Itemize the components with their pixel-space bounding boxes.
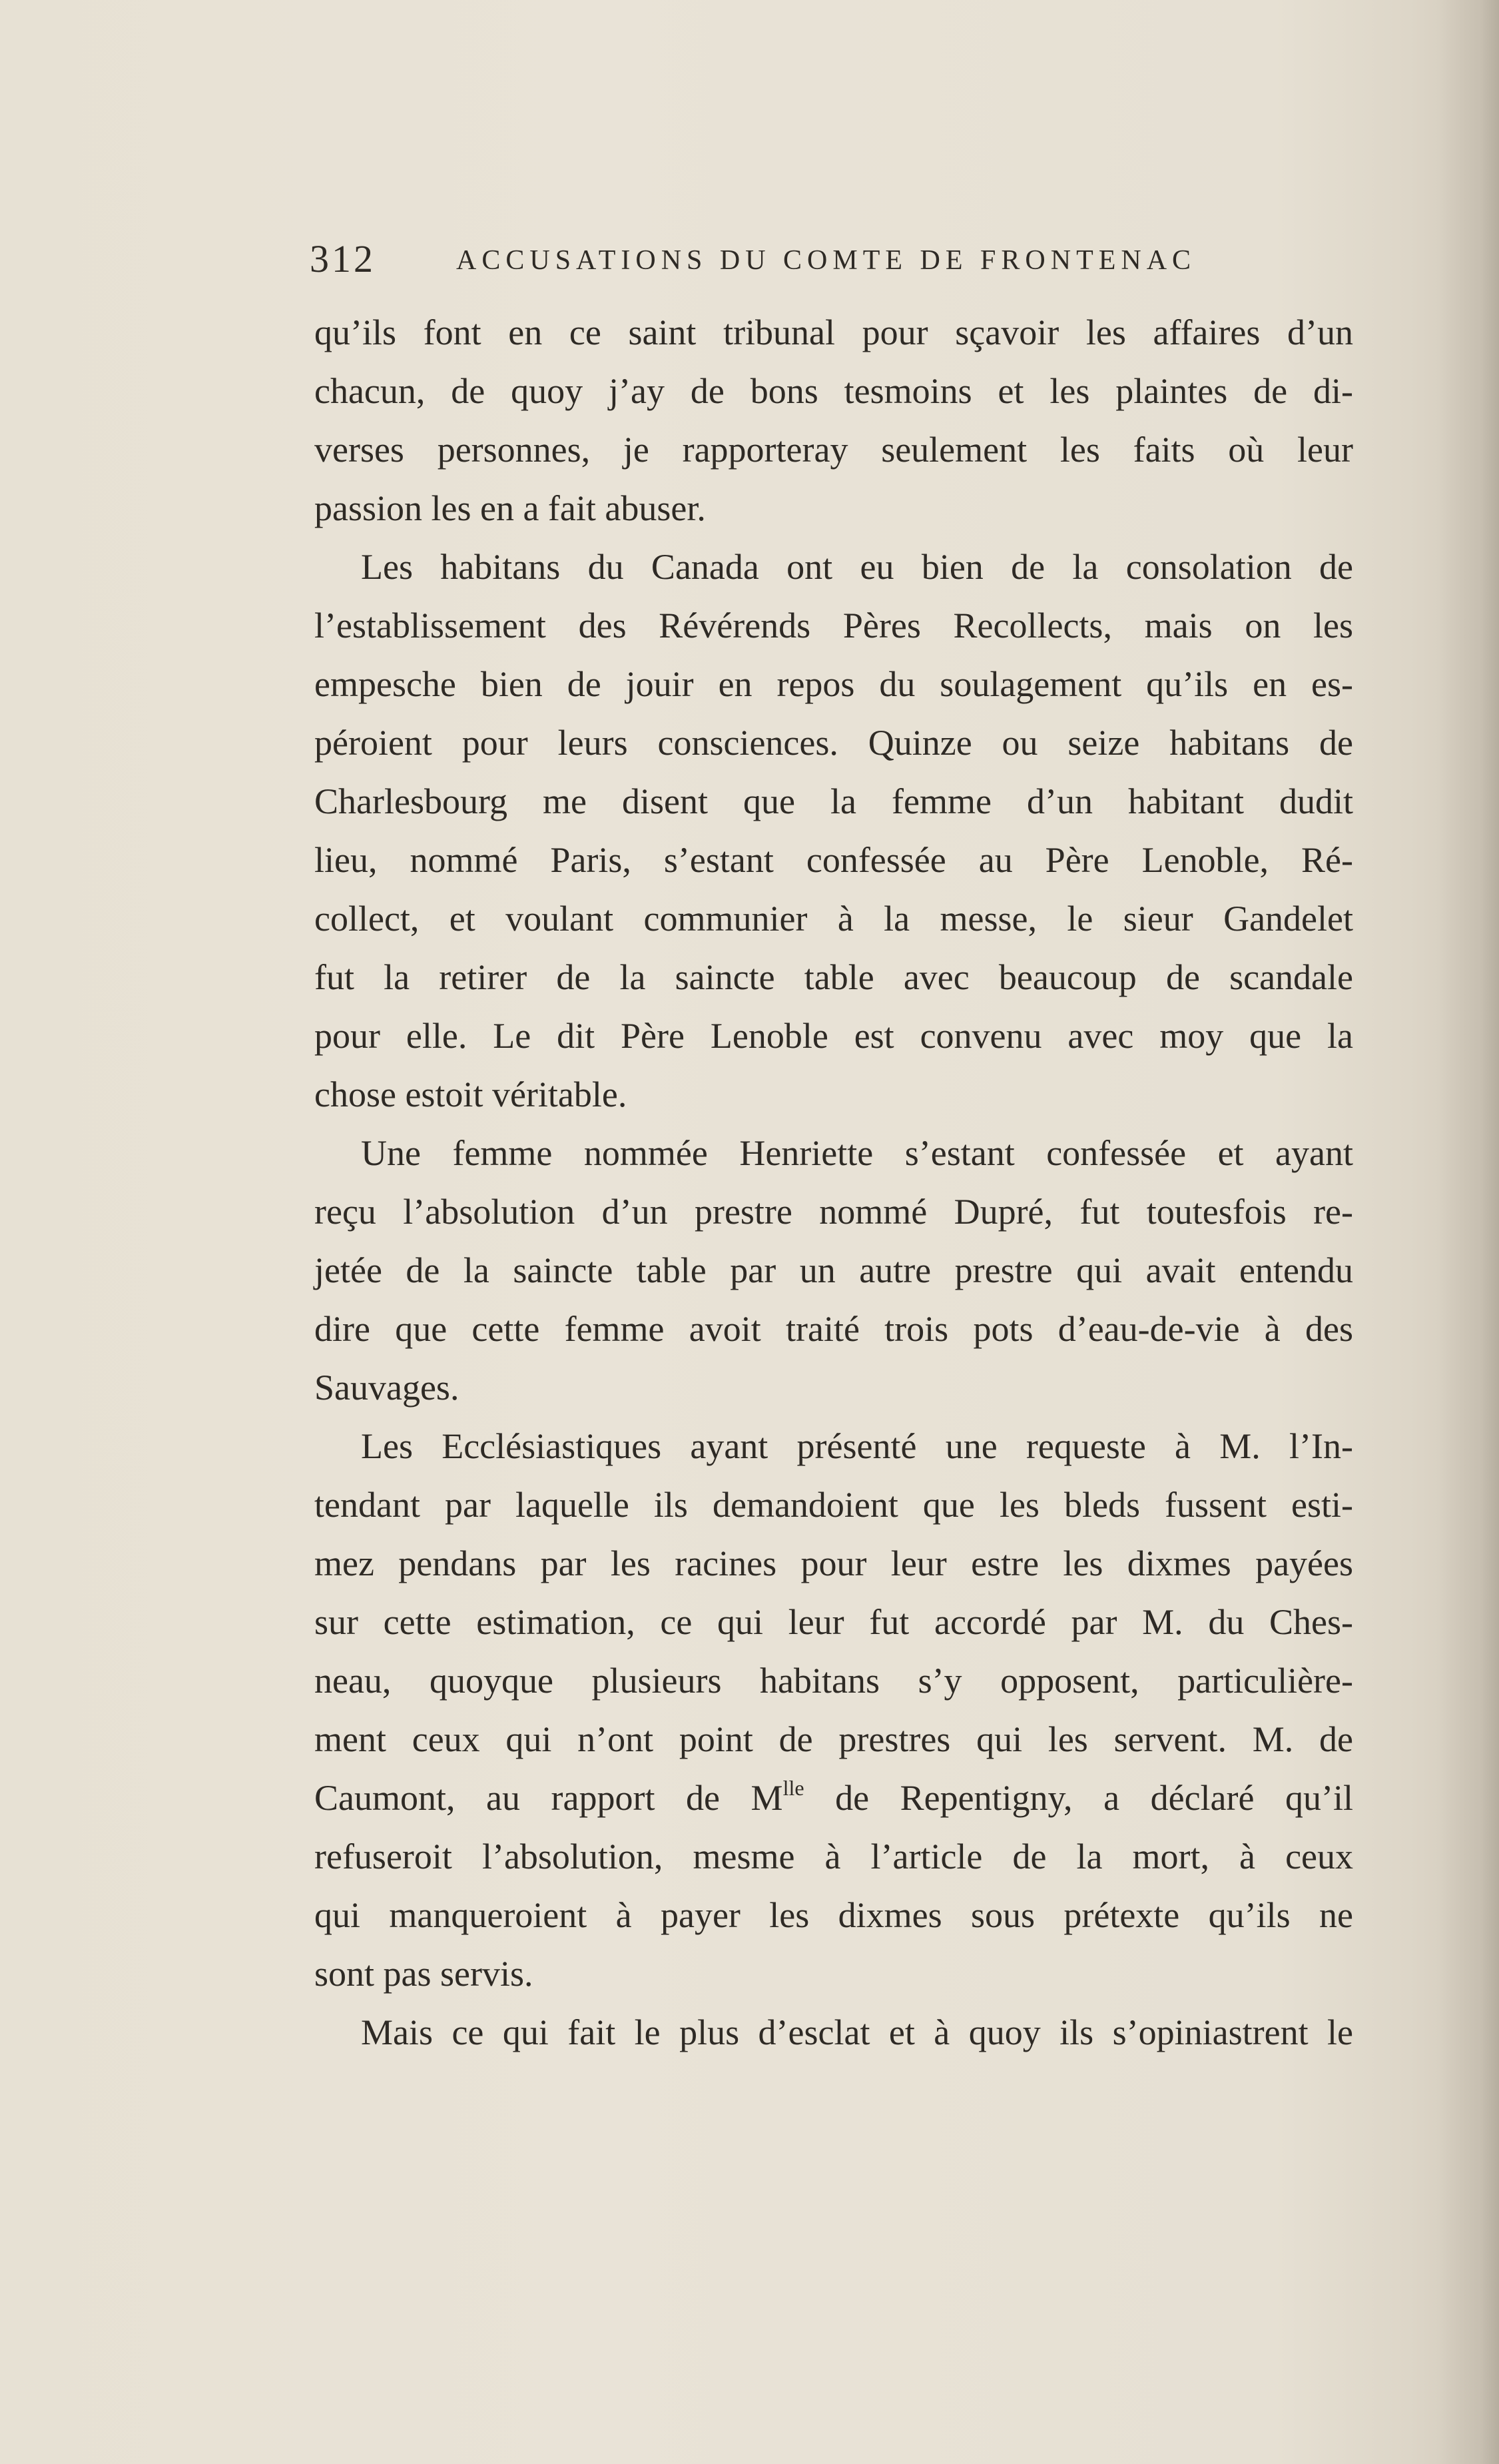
running-head: ACCUSATIONS DU COMTE DE FRONTENAC bbox=[456, 245, 1197, 276]
text-line: l’establissement des Révérends Pères Recollects, mais on les bbox=[314, 606, 1353, 645]
text-line: mez pendans par les racines pour leur estre les dixmes payées bbox=[314, 1543, 1353, 1583]
text-line: Les habitans du Canada ont eu bien de la consolation de bbox=[361, 547, 1353, 587]
text-line: péroient pour leurs consciences. Quinze ou seize habitans de bbox=[314, 723, 1353, 763]
text-line: verses personnes, je rapporteray seulement les faits où leur bbox=[314, 430, 1353, 470]
body-text bbox=[314, 303, 1353, 2062]
text-line: Charlesbourg me disent que la femme d’un habitant dudit bbox=[314, 781, 1353, 821]
text-line: collect, et voulant communier à la messe, le sieur Gandelet bbox=[314, 899, 1353, 939]
text-line: Une femme nommée Henriette s’estant confessée et ayant bbox=[361, 1133, 1353, 1173]
superscript-abbreviation: lle bbox=[782, 1776, 804, 1800]
text-line: neau, quoyque plusieurs habitans s’y opposent, particulière- bbox=[314, 1661, 1353, 1701]
text-line: qu’ils font en ce saint tribunal pour sçavoir les affaires d’un bbox=[314, 312, 1353, 352]
text-line: Les Ecclésiastiques ayant présenté une requeste à M. l’In- bbox=[361, 1426, 1353, 1466]
text-line: lieu, nommé Paris, s’estant confessée au Père Lenoble, Ré- bbox=[314, 840, 1353, 880]
text-line: chose estoit véritable. bbox=[314, 1074, 627, 1114]
text-line: sont pas servis. bbox=[314, 1954, 533, 1994]
text-line: qui manqueroient à payer les dixmes sous prétexte qu’ils ne bbox=[314, 1895, 1353, 1935]
text-line: chacun, de quoy j’ay de bons tesmoins et les plaintes de di- bbox=[314, 371, 1353, 411]
text-line: tendant par laquelle ils demandoient que les bleds fussent esti- bbox=[314, 1485, 1353, 1525]
text-line: pour elle. Le dit Père Lenoble est convenu avec moy que la bbox=[314, 1016, 1353, 1056]
page-header bbox=[310, 236, 1368, 283]
text-line: dire que cette femme avoit traité trois pots d’eau-de-vie à des bbox=[314, 1309, 1353, 1349]
text-line: empesche bien de jouir en repos du soulagement qu’ils en es- bbox=[314, 664, 1353, 704]
text-line: passion les en a fait abuser. bbox=[314, 488, 706, 528]
text-segment: de Repentigny, a déclaré qu’il bbox=[804, 1778, 1353, 1818]
text-line bbox=[314, 1769, 1353, 1827]
text-line: sur cette estimation, ce qui leur fut accordé par M. du Ches- bbox=[314, 1602, 1353, 1642]
text-line: jetée de la saincte table par un autre prestre qui avait entendu bbox=[314, 1250, 1353, 1290]
page-edge-shadow bbox=[1439, 0, 1499, 2464]
page-number: 312 bbox=[310, 237, 376, 280]
text-line: fut la retirer de la saincte table avec beaucoup de scandale bbox=[314, 957, 1353, 997]
text-line: Mais ce qui fait le plus d’esclat et à quoy ils s’opiniastrent le bbox=[361, 2012, 1353, 2052]
text-line: ment ceux qui n’ont point de prestres qui les servent. M. de bbox=[314, 1719, 1353, 1759]
text-line: reçu l’absolution d’un prestre nommé Dupré, fut toutesfois re- bbox=[314, 1192, 1353, 1232]
text-line: Sauvages. bbox=[314, 1368, 459, 1408]
text-segment: Caumont, au rapport de M bbox=[314, 1778, 783, 1818]
text-line: refuseroit l’absolution, mesme à l’article de la mort, à ceux bbox=[314, 1837, 1353, 1876]
